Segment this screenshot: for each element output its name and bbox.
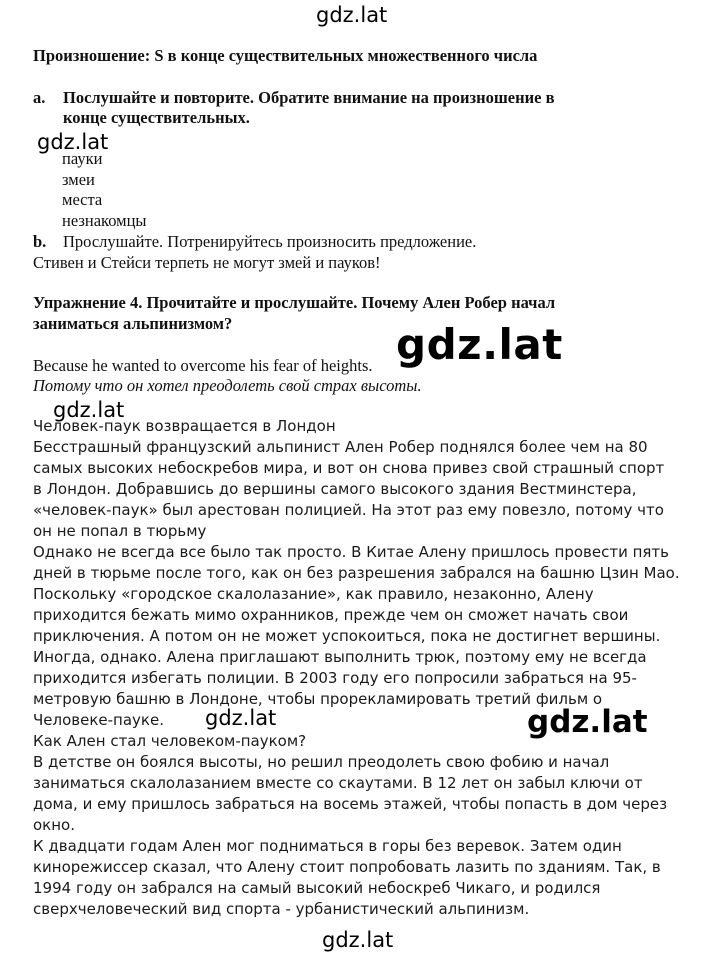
text-line: Человек-паук возвращается в Лондон <box>33 417 336 435</box>
text-line: заниматься скалолазанием вместе со скаутами. В 12 лет он забыл ключи от <box>33 774 643 792</box>
answer-russian: Потому что он хотел преодолеть свой страх высоты. <box>33 376 422 395</box>
text-line: он не попал в тюрьму <box>33 522 207 540</box>
text-line: в Лондон. Добравшись до вершины самого высокого здания Вестминстера, <box>33 480 637 498</box>
watermark: gdz.lat <box>316 3 388 27</box>
text-line: дома, и ему пришлось забраться на восемь этажей, чтобы попасть в дом через <box>33 795 668 813</box>
text-line: В детстве он боялся высоты, но решил преодолеть свою фобию и начал <box>33 753 610 771</box>
text-line: Однако не всегда все было так просто. В Китае Алену пришлось провести пять <box>33 543 670 561</box>
item-a-line2: конце существительных. <box>63 108 250 127</box>
watermark: gdz.lat <box>53 398 125 422</box>
text-line: «человек-паук» был арестован полицией. На этот раз ему повезло, потому что <box>33 501 664 519</box>
word-item: незнакомцы <box>62 211 147 230</box>
item-a-marker: a. <box>33 88 46 107</box>
text-line: окно. <box>33 816 75 834</box>
text-line: приходится избегать полиции. В 2003 году его попросили забраться на 95- <box>33 669 637 687</box>
text-line: Как Ален стал человеком-пауком? <box>33 732 307 750</box>
word-item: места <box>62 190 103 209</box>
watermark: gdz.lat <box>37 130 109 154</box>
item-b-text: Прослушайте. Потренируйтесь произносить предложение. <box>63 232 477 251</box>
item-a-line1: Послушайте и повторите. Обратите внимание на произношение в <box>63 88 555 107</box>
text-line: приходится бежать мимо охранников, прежде чем он сможет начать свои <box>33 606 629 624</box>
text-line: Бесстрашный французский альпинист Ален Робер поднялся более чем на 80 <box>33 438 648 456</box>
pronunciation-heading: Произношение: S в конце существительных множественного числа <box>33 46 538 65</box>
exercise-heading-line2: заниматься альпинизмом? <box>33 314 233 333</box>
text-line: дней в тюрьме после того, как он без разрешения забрался на башню Цзин Мао. <box>33 564 680 582</box>
item-b-marker: b. <box>33 232 47 251</box>
answer-english: Because he wanted to overcome his fear of heights. <box>33 356 373 375</box>
watermark: gdz.lat <box>322 928 394 952</box>
exercise-heading-line1: Упражнение 4. Прочитайте и прослушайте. Почему Ален Робер начал <box>33 293 556 312</box>
word-item: пауки <box>62 149 103 168</box>
word-item: змеи <box>62 170 95 189</box>
text-line: сверхчеловеческий вид спорта - урбанистический альпинизм. <box>33 900 530 918</box>
text-line: приключения. А потом он не может успокоиться, пока не достигнет вершины. <box>33 627 661 645</box>
watermark: gdz.lat <box>527 704 648 740</box>
text-line: Иногда, однако. Алена приглашают выполнить трюк, поэтому ему не всегда <box>33 648 647 666</box>
text-line: Поскольку «городское скалолазание», как правило, незаконно, Алену <box>33 585 594 603</box>
text-line: метровую башню в Лондоне, чтобы прорекламировать третий фильм о <box>33 690 603 708</box>
text-line: Человеке-пауке. <box>33 711 164 729</box>
practice-sentence: Стивен и Стейси терпеть не могут змей и пауков! <box>33 253 381 272</box>
text-line: самых высоких небоскребов мира, и вот он снова привез свой страшный спорт <box>33 459 665 477</box>
watermark: gdz.lat <box>205 706 277 730</box>
text-line: К двадцати годам Ален мог подниматься в горы без веревок. Затем один <box>33 837 622 855</box>
text-line: 1994 году он забрался на самый высокий небоскреб Чикаго, и родился <box>33 879 601 897</box>
text-line: кинорежиссер сказал, что Алену стоит попробовать лазить по зданиям. Так, в <box>33 858 661 876</box>
watermark: gdz.lat <box>396 320 563 369</box>
